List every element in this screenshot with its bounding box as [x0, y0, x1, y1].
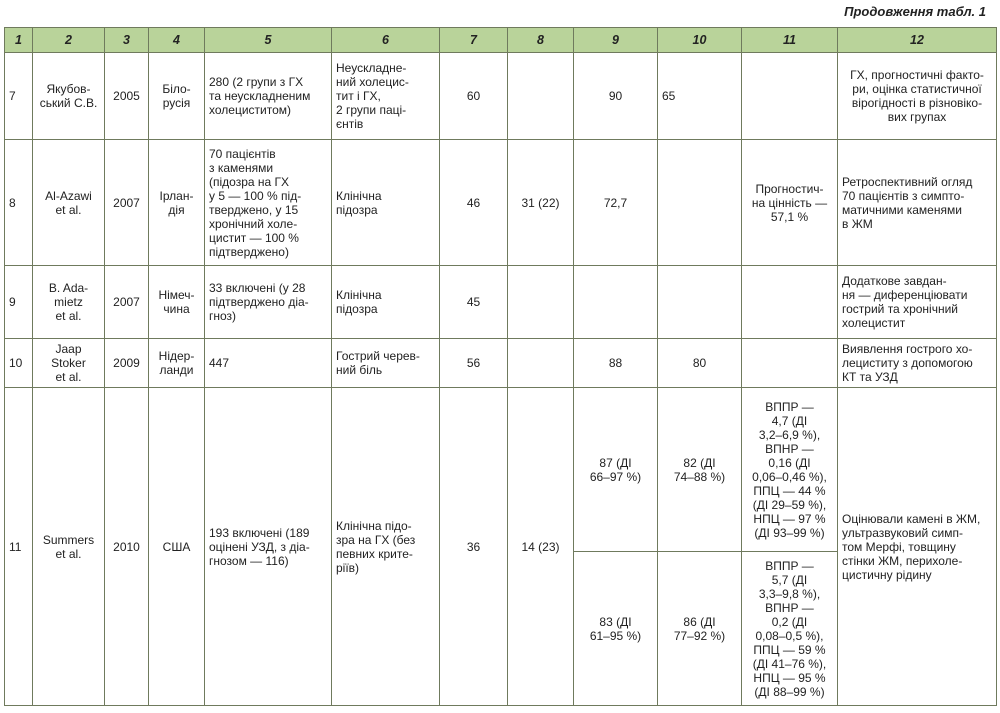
- cell-col11: [742, 339, 838, 388]
- cell-year: 2007: [105, 266, 149, 339]
- table-row: [5, 266, 997, 339]
- cell-country: США: [149, 388, 205, 706]
- cell-patients: 33 включені (у 28 підтверджено діа- гноз): [205, 266, 332, 339]
- cell-patients: 447: [205, 339, 332, 388]
- cell-col11: [742, 266, 838, 339]
- col-header-4: 4: [149, 28, 205, 53]
- cell-col9-sub1: 87 (ДІ 66–97 %): [574, 388, 658, 552]
- header-row: [5, 28, 997, 53]
- col-header-9: 9: [574, 28, 658, 53]
- cell-patients: 280 (2 групи з ГХ та неускладненим холециститом): [205, 53, 332, 140]
- table-row: [5, 53, 997, 140]
- cell-col10-sub2: 86 (ДІ 77–92 %): [658, 552, 742, 706]
- cell-year: 2010: [105, 388, 149, 706]
- col-header-6: 6: [332, 28, 440, 53]
- cell-col9: 90: [574, 53, 658, 140]
- cell-col10-sub1: 82 (ДІ 74–88 %): [658, 388, 742, 552]
- cell-criteria: Неускладне- ний холецис- тит і ГХ, 2 групи паці- єнтів: [332, 53, 440, 140]
- table-row: [5, 140, 997, 266]
- cell-col9-sub2: 83 (ДІ 61–95 %): [574, 552, 658, 706]
- cell-notes: ГХ, прогностичні факто- ри, оцінка статистичної вірогідності в різновіко- вих групах: [838, 53, 997, 140]
- studies-table: [4, 27, 997, 706]
- cell-col10: [658, 266, 742, 339]
- cell-col9: 72,7: [574, 140, 658, 266]
- cell-author: B. Ada- mietz et al.: [33, 266, 105, 339]
- cell-col11-sub2: ВППР — 5,7 (ДІ 3,3–9,8 %), ВПНР — 0,2 (ДІ 0,08–0,5 %), ППЦ — 59 % (ДІ 41–76 %), НПЦ — 95 % (ДІ 88–99 %): [742, 552, 838, 706]
- cell-year: 2009: [105, 339, 149, 388]
- cell-notes: Оцінювали камені в ЖМ, ультразвуковий симп- том Мерфі, товщину стінки ЖМ, перихоле- цистичну рідину: [838, 388, 997, 706]
- col-header-3: 3: [105, 28, 149, 53]
- cell-col8: [508, 339, 574, 388]
- cell-col7: 36: [440, 388, 508, 706]
- col-header-7: 7: [440, 28, 508, 53]
- cell-criteria: Клінічна підо- зра на ГХ (без певних крите- ріїв): [332, 388, 440, 706]
- cell-col9: 88: [574, 339, 658, 388]
- col-header-10: 10: [658, 28, 742, 53]
- cell-author: Summers et al.: [33, 388, 105, 706]
- cell-col10: [658, 140, 742, 266]
- cell-col7: 46: [440, 140, 508, 266]
- cell-year: 2005: [105, 53, 149, 140]
- cell-number: 9: [5, 266, 33, 339]
- cell-col7: 60: [440, 53, 508, 140]
- cell-col11: [742, 53, 838, 140]
- cell-notes: Додаткове завдан- ня — диференціювати гострий та хронічний холецистит: [838, 266, 997, 339]
- cell-col8: 31 (22): [508, 140, 574, 266]
- cell-author: Al-Azawi et al.: [33, 140, 105, 266]
- col-header-11: 11: [742, 28, 838, 53]
- cell-patients: 193 включені (189 оцінені УЗД, з діа- гнозом — 116): [205, 388, 332, 706]
- cell-col8: 14 (23): [508, 388, 574, 706]
- cell-year: 2007: [105, 140, 149, 266]
- cell-col9: [574, 266, 658, 339]
- cell-author: Jaap Stoker et al.: [33, 339, 105, 388]
- cell-country: Біло- русія: [149, 53, 205, 140]
- cell-number: 11: [5, 388, 33, 706]
- cell-number: 8: [5, 140, 33, 266]
- cell-criteria: Гострий черев- ний біль: [332, 339, 440, 388]
- col-header-12: 12: [838, 28, 997, 53]
- cell-number: 7: [5, 53, 33, 140]
- table-row: [5, 388, 997, 552]
- table-row: [5, 339, 997, 388]
- cell-notes: Виявлення гострого хо- лециститу з допомогою КТ та УЗД: [838, 339, 997, 388]
- cell-country: Німеч- чина: [149, 266, 205, 339]
- cell-author: Якубов- ський С.В.: [33, 53, 105, 140]
- table-caption: Продовження табл. 1: [844, 4, 986, 19]
- col-header-1: 1: [5, 28, 33, 53]
- cell-col7: 45: [440, 266, 508, 339]
- cell-country: Ірлан- дія: [149, 140, 205, 266]
- cell-patients: 70 пацієнтів з каменями (підозра на ГХ у 5 — 100 % під- тверджено, у 15 хронічний холе- цистит — 100 % підтверджено): [205, 140, 332, 266]
- cell-col7: 56: [440, 339, 508, 388]
- cell-criteria: Клінічна підозра: [332, 266, 440, 339]
- cell-col11: Прогностич- на цінність — 57,1 %: [742, 140, 838, 266]
- cell-country: Нідер- ланди: [149, 339, 205, 388]
- cell-col8: [508, 53, 574, 140]
- cell-number: 10: [5, 339, 33, 388]
- cell-notes: Ретроспективний огляд 70 пацієнтів з симпто- матичними каменями в ЖМ: [838, 140, 997, 266]
- cell-col8: [508, 266, 574, 339]
- cell-criteria: Клінічна підозра: [332, 140, 440, 266]
- col-header-2: 2: [33, 28, 105, 53]
- col-header-5: 5: [205, 28, 332, 53]
- cell-col10: 80: [658, 339, 742, 388]
- col-header-8: 8: [508, 28, 574, 53]
- cell-col10: 65: [658, 53, 742, 140]
- cell-col11-sub1: ВППР — 4,7 (ДІ 3,2–6,9 %), ВПНР — 0,16 (ДІ 0,06–0,46 %), ППЦ — 44 % (ДІ 29–59 %), НПЦ — 97 % (ДІ 93–99 %): [742, 388, 838, 552]
